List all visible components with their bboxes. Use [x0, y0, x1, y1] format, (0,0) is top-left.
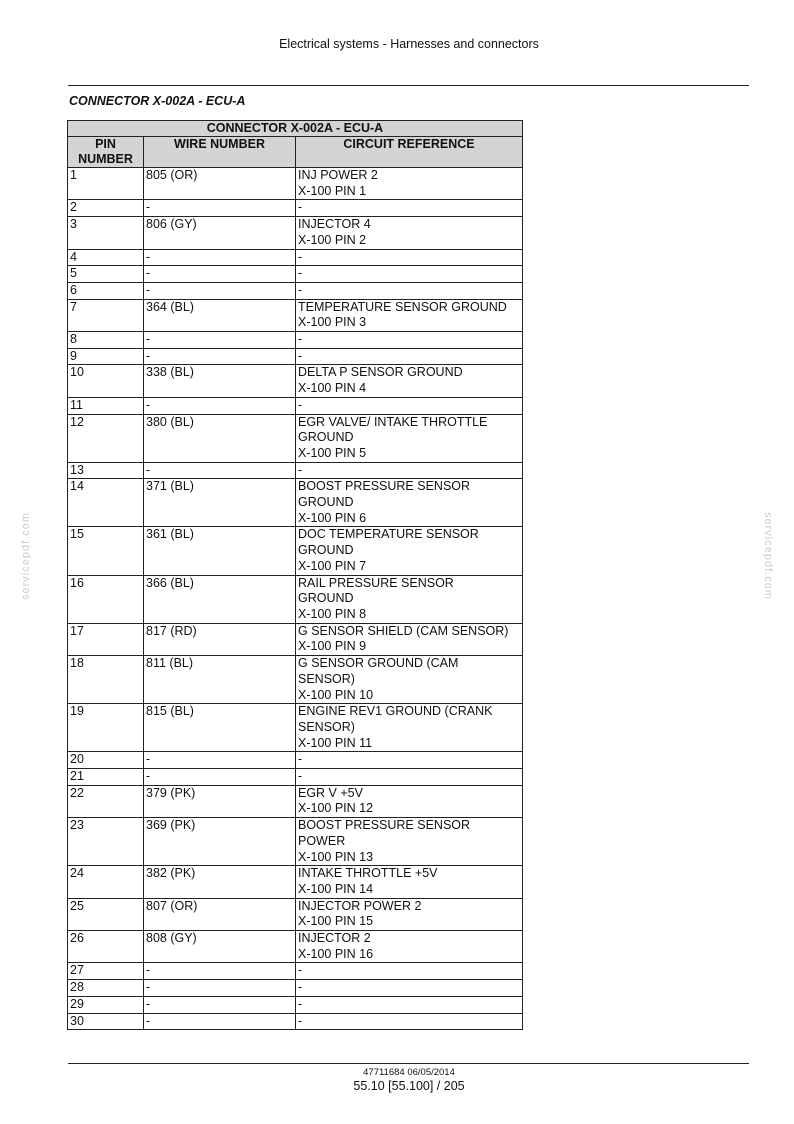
footer-rule — [68, 1063, 749, 1064]
circuit-reference-line: POWER — [298, 833, 346, 848]
pin-number-cell: 9 — [68, 348, 144, 365]
circuit-reference-cell — [296, 168, 523, 200]
pin-number-cell: 19 — [68, 704, 144, 752]
wire-number-cell: 361 (BL) — [144, 527, 296, 575]
pin-number-cell: 6 — [68, 282, 144, 299]
circuit-reference-line: X-100 PIN 1 — [298, 183, 367, 198]
circuit-reference-cell — [296, 1013, 523, 1030]
circuit-reference-line: - — [298, 996, 303, 1011]
pin-number-cell: 2 — [68, 200, 144, 217]
circuit-reference-line: BOOST PRESSURE SENSOR — [298, 479, 471, 494]
table-row — [68, 414, 523, 462]
circuit-reference-line: - — [298, 1013, 303, 1028]
circuit-reference-line: X-100 PIN 14 — [298, 881, 374, 896]
circuit-reference-line: X-100 PIN 8 — [298, 606, 367, 621]
table-row — [68, 866, 523, 898]
circuit-reference-cell — [296, 527, 523, 575]
wire-number-cell: 807 (OR) — [144, 898, 296, 930]
circuit-reference-line: X-100 PIN 4 — [298, 381, 367, 396]
table-row — [68, 527, 523, 575]
pin-number-cell: 17 — [68, 623, 144, 655]
circuit-reference-line: X-100 PIN 12 — [298, 801, 374, 816]
pin-number-cell: 18 — [68, 656, 144, 704]
table-row — [68, 818, 523, 866]
table-row — [68, 299, 523, 331]
pin-number-cell: 12 — [68, 414, 144, 462]
table-row — [68, 996, 523, 1013]
table-row — [68, 266, 523, 283]
wire-number-cell: - — [144, 769, 296, 786]
circuit-reference-cell — [296, 249, 523, 266]
circuit-reference-line: X-100 PIN 10 — [298, 687, 374, 702]
circuit-reference-line: - — [298, 200, 303, 215]
pin-number-cell: 23 — [68, 818, 144, 866]
pin-number-cell: 27 — [68, 963, 144, 980]
circuit-reference-cell — [296, 931, 523, 963]
column-header-wire: WIRE NUMBER — [144, 137, 296, 168]
circuit-reference-line: X-100 PIN 6 — [298, 510, 367, 525]
circuit-reference-line: SENSOR) — [298, 671, 355, 686]
circuit-reference-line: INJECTOR 4 — [298, 217, 371, 232]
wire-number-cell: 369 (PK) — [144, 818, 296, 866]
footer-document-id: 47711684 06/05/2014 — [363, 1067, 455, 1078]
circuit-reference-line: X-100 PIN 2 — [298, 232, 367, 247]
circuit-reference-line: - — [298, 397, 303, 412]
circuit-reference-cell — [296, 462, 523, 479]
circuit-reference-cell — [296, 479, 523, 527]
wire-number-cell: - — [144, 397, 296, 414]
pin-number-cell: 22 — [68, 785, 144, 817]
wire-number-cell: - — [144, 332, 296, 349]
table-row — [68, 479, 523, 527]
table-row — [68, 217, 523, 249]
circuit-reference-cell — [296, 397, 523, 414]
circuit-reference-line: INJECTOR 2 — [298, 931, 371, 946]
circuit-reference-line: BOOST PRESSURE SENSOR — [298, 818, 471, 833]
wire-number-cell: - — [144, 980, 296, 997]
wire-number-cell: 806 (GY) — [144, 217, 296, 249]
circuit-reference-cell — [296, 348, 523, 365]
wire-number-cell: - — [144, 1013, 296, 1030]
wire-number-cell: 380 (BL) — [144, 414, 296, 462]
circuit-reference-cell — [296, 299, 523, 331]
circuit-reference-line: X-100 PIN 5 — [298, 445, 367, 460]
circuit-reference-cell — [296, 266, 523, 283]
pin-number-cell: 3 — [68, 217, 144, 249]
header-rule — [68, 85, 749, 86]
wire-number-cell: 817 (RD) — [144, 623, 296, 655]
circuit-reference-line: X-100 PIN 13 — [298, 849, 374, 864]
circuit-reference-cell — [296, 898, 523, 930]
circuit-reference-line: DELTA P SENSOR GROUND — [298, 365, 463, 380]
wire-number-cell: - — [144, 266, 296, 283]
table-row — [68, 462, 523, 479]
pin-number-cell: 26 — [68, 931, 144, 963]
circuit-reference-line: DOC TEMPERATURE SENSOR — [298, 527, 479, 542]
circuit-reference-cell — [296, 217, 523, 249]
column-header-pin-label: PIN NUMBER — [78, 137, 133, 166]
circuit-reference-line: ENGINE REV1 GROUND (CRANK — [298, 704, 493, 719]
table-row — [68, 785, 523, 817]
circuit-reference-line: X-100 PIN 3 — [298, 315, 367, 330]
table-row — [68, 898, 523, 930]
circuit-reference-line: RAIL PRESSURE SENSOR — [298, 575, 454, 590]
pin-number-cell: 16 — [68, 575, 144, 623]
section-title: CONNECTOR X-002A - ECU-A — [69, 94, 246, 108]
table-body — [68, 168, 523, 1030]
column-header-circuit: CIRCUIT REFERENCE — [296, 137, 523, 168]
circuit-reference-cell — [296, 623, 523, 655]
circuit-reference-line: - — [298, 769, 303, 784]
circuit-reference-line: INJECTOR POWER 2 — [298, 898, 422, 913]
table-row — [68, 575, 523, 623]
circuit-reference-line: - — [298, 462, 303, 477]
table-row — [68, 348, 523, 365]
circuit-reference-cell — [296, 866, 523, 898]
wire-number-cell: 808 (GY) — [144, 931, 296, 963]
circuit-reference-cell — [296, 818, 523, 866]
circuit-reference-line: SENSOR) — [298, 719, 355, 734]
circuit-reference-line: GROUND — [298, 591, 354, 606]
circuit-reference-cell — [296, 575, 523, 623]
table-row — [68, 656, 523, 704]
wire-number-cell: 364 (BL) — [144, 299, 296, 331]
table-row — [68, 365, 523, 397]
circuit-reference-line: TEMPERATURE SENSOR GROUND — [298, 299, 507, 314]
wire-number-cell: - — [144, 282, 296, 299]
table-row — [68, 623, 523, 655]
wire-number-cell: - — [144, 963, 296, 980]
pin-number-cell: 8 — [68, 332, 144, 349]
circuit-reference-line: X-100 PIN 16 — [298, 946, 374, 961]
page-header-title: Electrical systems - Harnesses and connectors — [279, 37, 539, 51]
wire-number-cell: - — [144, 348, 296, 365]
circuit-reference-cell — [296, 785, 523, 817]
wire-number-cell: - — [144, 996, 296, 1013]
pin-number-cell: 15 — [68, 527, 144, 575]
table-row — [68, 931, 523, 963]
watermark-right: servicepdf.com — [762, 512, 774, 600]
circuit-reference-cell — [296, 704, 523, 752]
pin-number-cell: 5 — [68, 266, 144, 283]
circuit-reference-cell — [296, 200, 523, 217]
circuit-reference-line: - — [298, 266, 303, 281]
circuit-reference-cell — [296, 996, 523, 1013]
circuit-reference-line: INTAKE THROTTLE +5V — [298, 866, 438, 881]
pin-number-cell: 30 — [68, 1013, 144, 1030]
circuit-reference-line: GROUND — [298, 543, 354, 558]
wire-number-cell: 366 (BL) — [144, 575, 296, 623]
footer-page-number: 55.10 [55.100] / 205 — [353, 1079, 465, 1093]
pin-number-cell: 7 — [68, 299, 144, 331]
pin-number-cell: 10 — [68, 365, 144, 397]
column-header-pin — [68, 137, 144, 168]
table-row — [68, 963, 523, 980]
wire-number-cell: 811 (BL) — [144, 656, 296, 704]
circuit-reference-line: INJ POWER 2 — [298, 168, 378, 182]
circuit-reference-line: - — [298, 282, 303, 297]
pin-number-cell: 4 — [68, 249, 144, 266]
table-row — [68, 704, 523, 752]
circuit-reference-line: EGR VALVE/ INTAKE THROTTLE — [298, 414, 488, 429]
circuit-reference-cell — [296, 332, 523, 349]
table-row — [68, 769, 523, 786]
circuit-reference-cell — [296, 752, 523, 769]
wire-number-cell: 379 (PK) — [144, 785, 296, 817]
pin-number-cell: 29 — [68, 996, 144, 1013]
circuit-reference-cell — [296, 656, 523, 704]
wire-number-cell: - — [144, 462, 296, 479]
circuit-reference-cell — [296, 365, 523, 397]
circuit-reference-cell — [296, 963, 523, 980]
table-row — [68, 397, 523, 414]
table-row — [68, 752, 523, 769]
circuit-reference-line: EGR V +5V — [298, 785, 363, 800]
circuit-reference-line: X-100 PIN 11 — [298, 735, 373, 750]
circuit-reference-line: - — [298, 963, 303, 978]
circuit-reference-line: G SENSOR SHIELD (CAM SENSOR) — [298, 623, 509, 638]
wire-number-cell: 815 (BL) — [144, 704, 296, 752]
pin-number-cell: 13 — [68, 462, 144, 479]
pin-number-cell: 21 — [68, 769, 144, 786]
circuit-reference-cell — [296, 282, 523, 299]
circuit-reference-cell — [296, 980, 523, 997]
circuit-reference-line: GROUND — [298, 495, 354, 510]
circuit-reference-cell — [296, 414, 523, 462]
wire-number-cell: 371 (BL) — [144, 479, 296, 527]
circuit-reference-line: G SENSOR GROUND (CAM — [298, 656, 459, 671]
table-row — [68, 282, 523, 299]
wire-number-cell: - — [144, 249, 296, 266]
circuit-reference-line: - — [298, 348, 303, 363]
table-row — [68, 1013, 523, 1030]
circuit-reference-cell — [296, 769, 523, 786]
pin-number-cell: 1 — [68, 168, 144, 200]
wire-number-cell: 338 (BL) — [144, 365, 296, 397]
wire-number-cell: 805 (OR) — [144, 168, 296, 200]
table-row — [68, 168, 523, 200]
pin-number-cell: 28 — [68, 980, 144, 997]
circuit-reference-line: - — [298, 332, 303, 347]
table-row — [68, 332, 523, 349]
circuit-reference-line: - — [298, 249, 303, 264]
pin-number-cell: 14 — [68, 479, 144, 527]
circuit-reference-line: - — [298, 752, 303, 767]
wire-number-cell: - — [144, 752, 296, 769]
pin-number-cell: 11 — [68, 397, 144, 414]
pin-number-cell: 25 — [68, 898, 144, 930]
connector-table — [67, 120, 523, 1030]
circuit-reference-line: GROUND — [298, 430, 354, 445]
table-row — [68, 980, 523, 997]
table-row — [68, 249, 523, 266]
table-row — [68, 200, 523, 217]
pin-number-cell: 24 — [68, 866, 144, 898]
circuit-reference-line: X-100 PIN 15 — [298, 914, 374, 929]
wire-number-cell: - — [144, 200, 296, 217]
pin-number-cell: 20 — [68, 752, 144, 769]
table-caption: CONNECTOR X-002A - ECU-A — [68, 121, 523, 137]
circuit-reference-line: - — [298, 980, 303, 995]
wire-number-cell: 382 (PK) — [144, 866, 296, 898]
circuit-reference-line: X-100 PIN 9 — [298, 639, 367, 654]
circuit-reference-line: X-100 PIN 7 — [298, 558, 367, 573]
watermark-left: servicepdf.com — [20, 512, 32, 600]
